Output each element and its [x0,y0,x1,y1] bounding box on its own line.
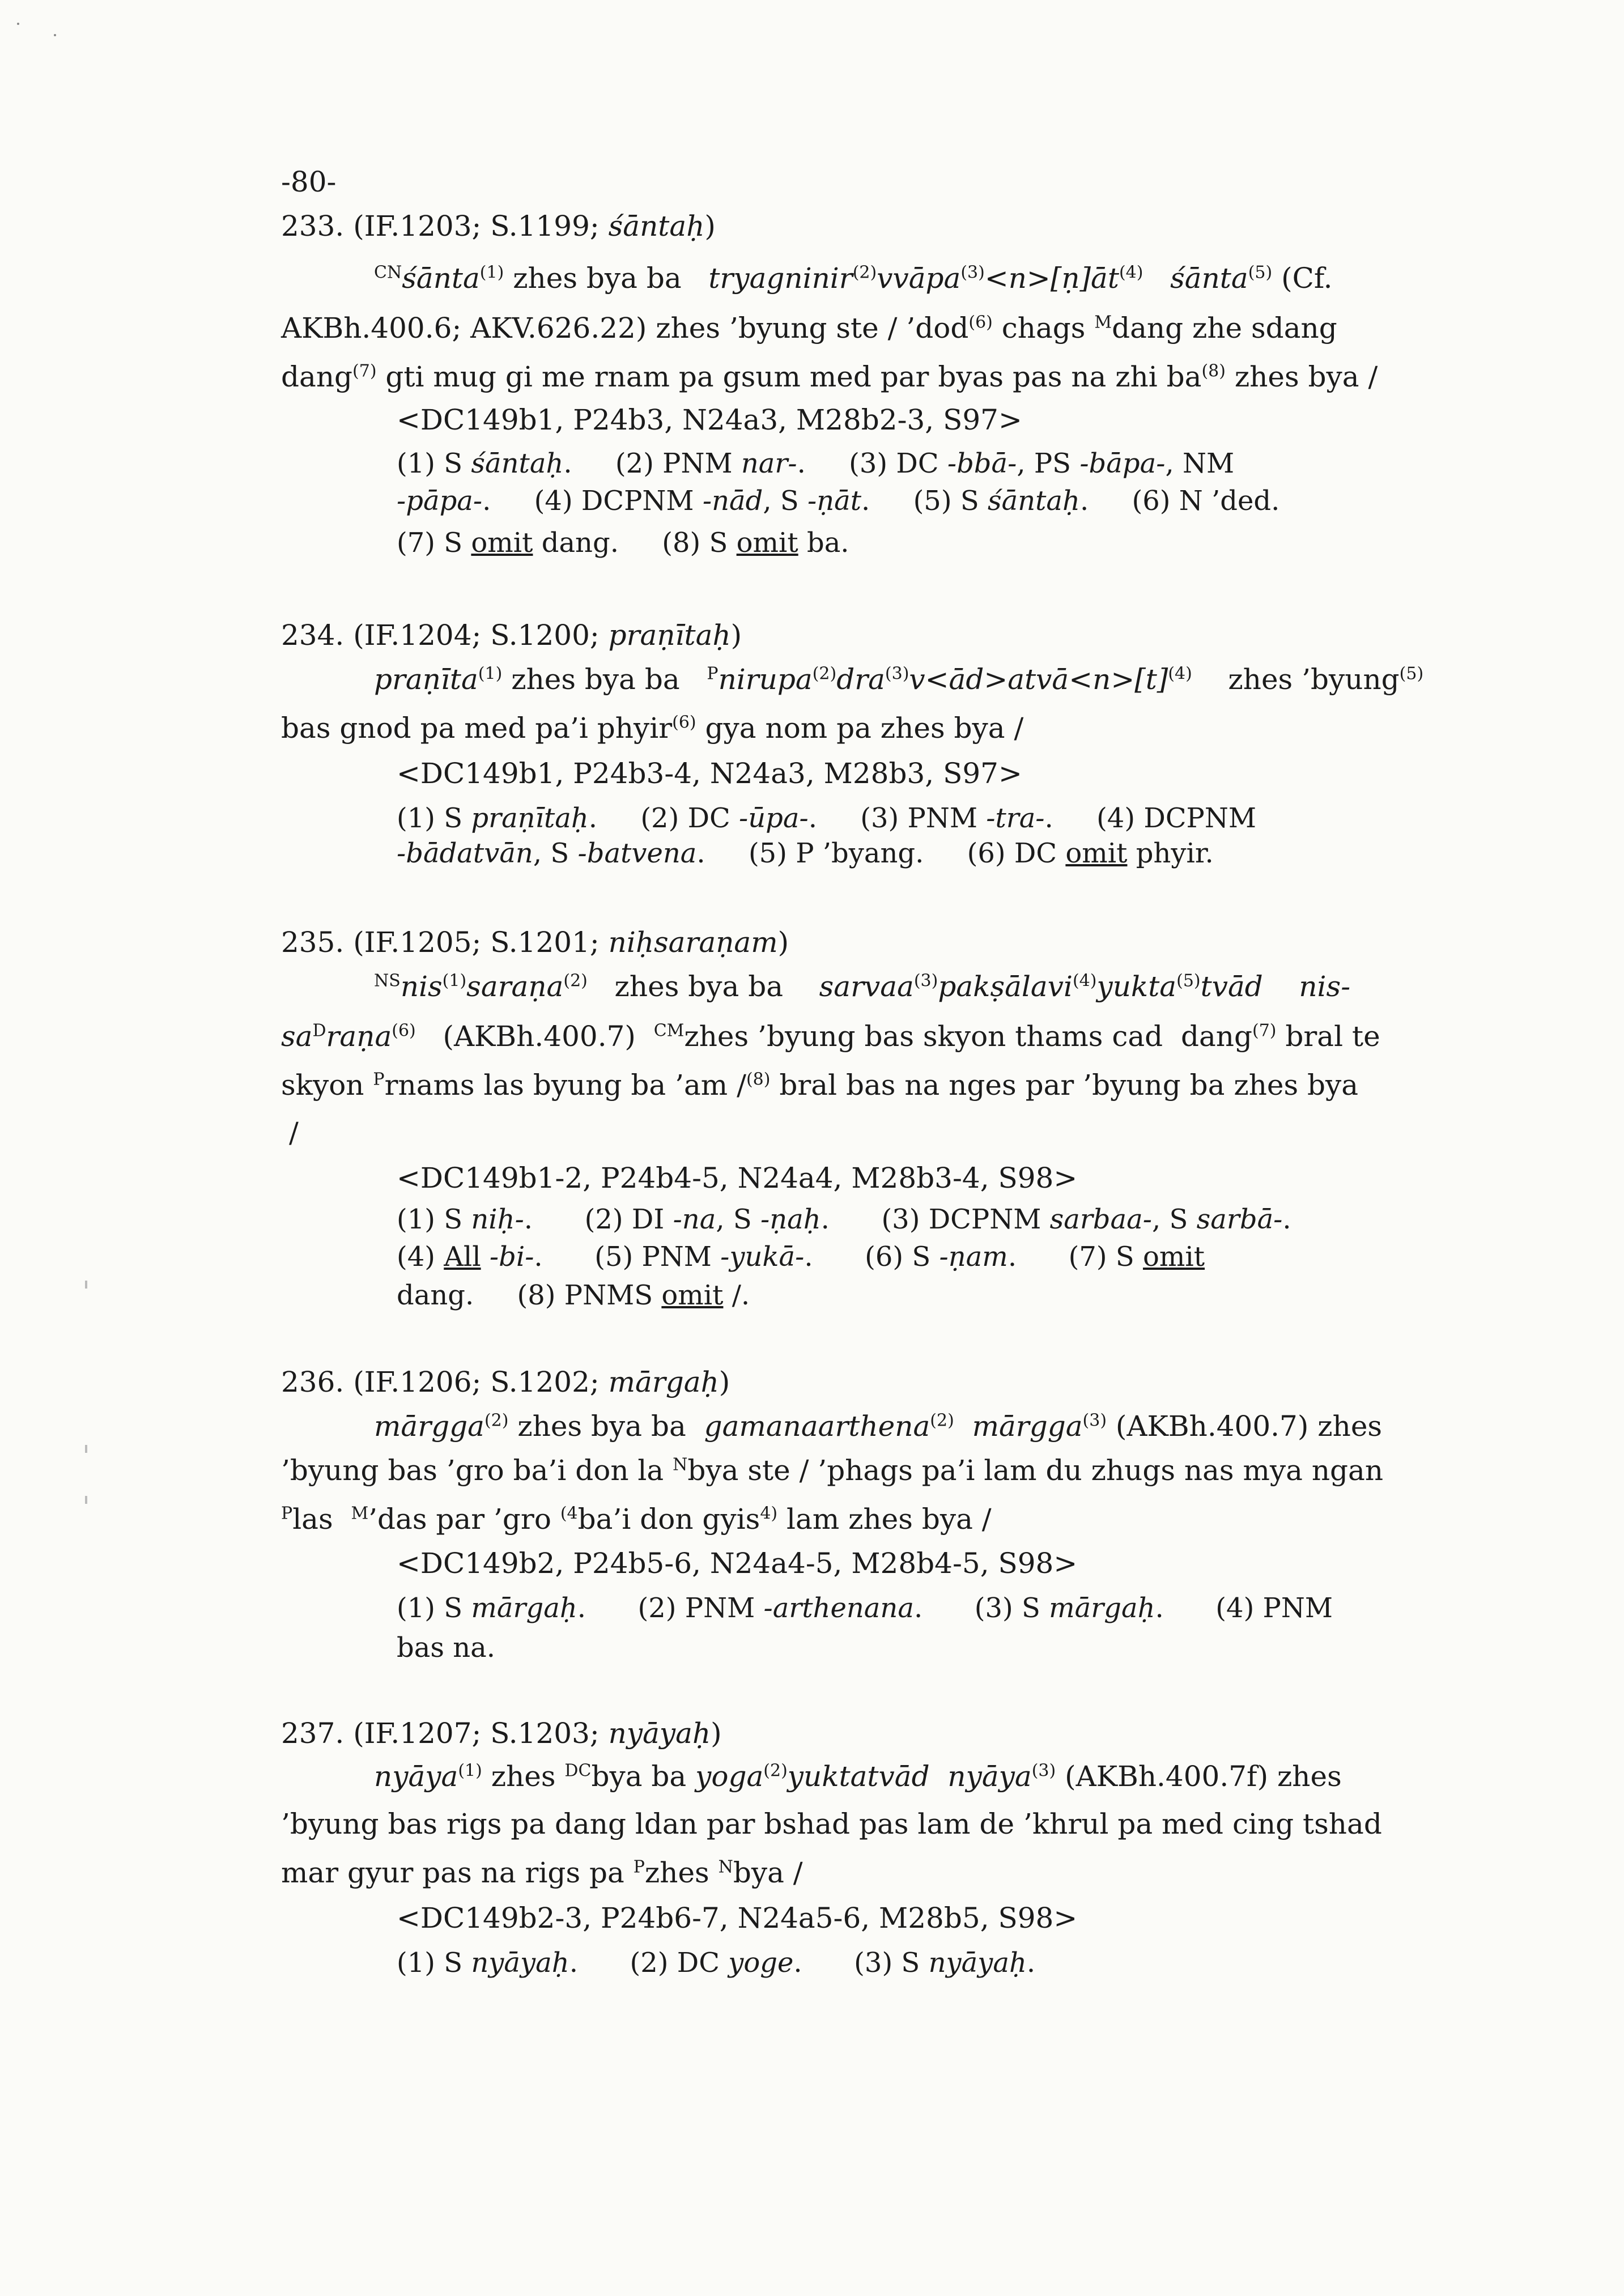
entry-close-paren: ) [777,926,789,959]
entry-text-line: $sa^Draṇa^{(6)}$ (AKBh.400.7) $^{CM}$zhes ’byung bas skyon thams cad dang$^{(7)}$ bral te [281,1020,1380,1053]
witness-list: <DC149b1, P24b3, N24a3, M28b2-3, S97> [397,403,1022,436]
entry-text-line: $^{CN}$śānta$^{(1)}$ zhes bya ba $tryagninir^{(2)}vvāpa^{(3)}<n>[ṇ]āt^{(4)}$ śānta$^{(5)}$ (Cf. [374,262,1333,295]
witness-list: <DC149b1, P24b3-4, N24a3, M28b3, S97> [397,757,1022,790]
entry-close-paren: ) [704,210,716,243]
scan-speck [54,34,56,36]
entry-heading [281,1717,722,1750]
variant-note-line: (7) S omit dang. (8) S omit ba. [397,527,849,559]
variant-note-line: (1) S mārgaḥ. (2) PNM -arthenana. (3) S mārgaḥ. (4) PNM [397,1592,1333,1624]
entry-heading [281,619,742,652]
entry-number: 234. [281,619,354,652]
entry-term: nyāyaḥ [608,1717,711,1750]
entry-term: śāntaḥ [608,210,705,243]
entry-reference: (IF.1203; S.1199; [353,210,609,243]
entry-text-line: mārgga$^{(2)}$ zhes bya ba gamanaarthena$^{(2)}$ mārgga$^{(3)}$ (AKBh.400.7) zhes [374,1410,1383,1443]
entry-text-line: nyāya$^{(1)}$ zhes $^{DC}$bya ba yoga$^{(2)}$yuktatvād nyāya$^{(3)}$ (AKBh.400.7f) zhes [374,1760,1342,1793]
entry-text-line: $^{NS}$nis$^{(1)}$saraṇa$^{(2)}$ zhes bya ba sarvaa$^{(3)}$pakṣālavi$^{(4)}$yukta$^{(5)}$tvād nis- [374,970,1351,1003]
variant-note-line: bas na. [397,1632,496,1664]
entry-text-line: / [289,1116,299,1149]
margin-mark [85,1445,87,1453]
entry-text-line: skyon $^P$rnams las byung ba ’am /$^{(8)}$ bral bas na nges par ’byung ba zhes bya [281,1069,1359,1102]
witness-list: <DC149b2-3, P24b6-7, N24a5-6, M28b5, S98> [397,1902,1078,1934]
variant-note-line: (4) All -bi-. (5) PNM -yukā-. (6) S -ṇam. (7) S omit [397,1241,1205,1273]
entry-heading [281,210,716,243]
variant-note-line: (1) S śāntaḥ. (2) PNM nar-. (3) DC -bbā-, PS -bāpa-, NM [397,448,1235,479]
margin-mark [85,1496,87,1504]
entry-reference: (IF.1206; S.1202; [353,1366,609,1398]
variant-note-line: -pāpa-. (4) DCPNM -nād, S -ṇāt. (5) S śāntaḥ. (6) N ’ded. [397,485,1280,517]
entry-text-line: mar gyur pas na rigs pa $^P$zhes $^N$bya / [281,1856,803,1889]
entry-text-line: AKBh.400.6; AKV.626.22) zhes ’byung ste / ’dod$^{(6)}$ chags $^M$dang zhe sdang [281,312,1337,345]
entry-text-line: praṇīta$^{(1)}$ zhes bya ba $^Pnirupa^{(2)}dra^{(3)}v<ād>atvā<n>[t]^{(4)}$ zhes ’byung$^{(5)}$ [374,663,1424,696]
variant-note-line: -bādatvān, S -batvena. (5) P ’byang. (6) DC omit phyir. [397,837,1214,869]
entry-text-line: dang$^{(7)}$ gti mug gi me rnam pa gsum med par byas pas na zhi $ba^{(8)}$ zhes bya / [281,360,1378,393]
entry-text-line: $^P$las $^M$’das par ’gro $^{(4}$ba’i don gyis$^{4)}$ lam zhes bya / [281,1503,992,1536]
entry-number: 237. [281,1717,354,1750]
variant-note-line: (1) S niḥ-. (2) DI -na, S -ṇaḥ. (3) DCPNM sarbaa-, S sarbā-. [397,1204,1291,1235]
entry-text-line: bas gnod pa med pa’i phyir$^{(6)}$ gya nom pa zhes bya / [281,712,1024,745]
margin-mark [85,1281,87,1289]
entry-close-paren: ) [730,619,742,652]
entry-number: 235. [281,926,354,959]
variant-note-line: (1) S praṇītaḥ. (2) DC -ūpa-. (3) PNM -tra-. (4) DCPNM [397,802,1256,834]
variant-note-line: dang. (8) PNMS omit /. [397,1279,750,1311]
entry-number: 236. [281,1366,354,1398]
entry-term: praṇītaḥ [608,619,731,652]
entry-text-line: ’byung bas ’gro ba’i don la $^N$bya ste / ’phags pa’i lam du zhugs nas mya ngan [281,1454,1384,1487]
witness-list: <DC149b2, P24b5-6, N24a4-5, M28b4-5, S98> [397,1547,1078,1580]
entry-close-paren: ) [719,1366,730,1398]
entry-heading [281,926,789,959]
variant-note-line: (1) S nyāyaḥ. (2) DC yoge. (3) S nyāyaḥ. [397,1947,1036,1979]
witness-list: <DC149b1-2, P24b4-5, N24a4, M28b3-4, S98> [397,1162,1078,1194]
scan-speck [17,23,19,25]
entry-reference: (IF.1205; S.1201; [353,926,609,959]
entry-heading [281,1366,730,1398]
entry-term: mārgaḥ [608,1366,719,1398]
entry-term: niḥsaraṇam [608,926,778,959]
page-number: -80- [281,165,337,198]
entry-number: 233. [281,210,354,243]
entry-reference: (IF.1204; S.1200; [353,619,609,652]
entry-reference: (IF.1207; S.1203; [353,1717,609,1750]
entry-close-paren: ) [711,1717,722,1750]
entry-text-line: ’byung bas rigs pa dang ldan par bshad pas lam de ’khrul pa med cing tshad [281,1808,1382,1840]
